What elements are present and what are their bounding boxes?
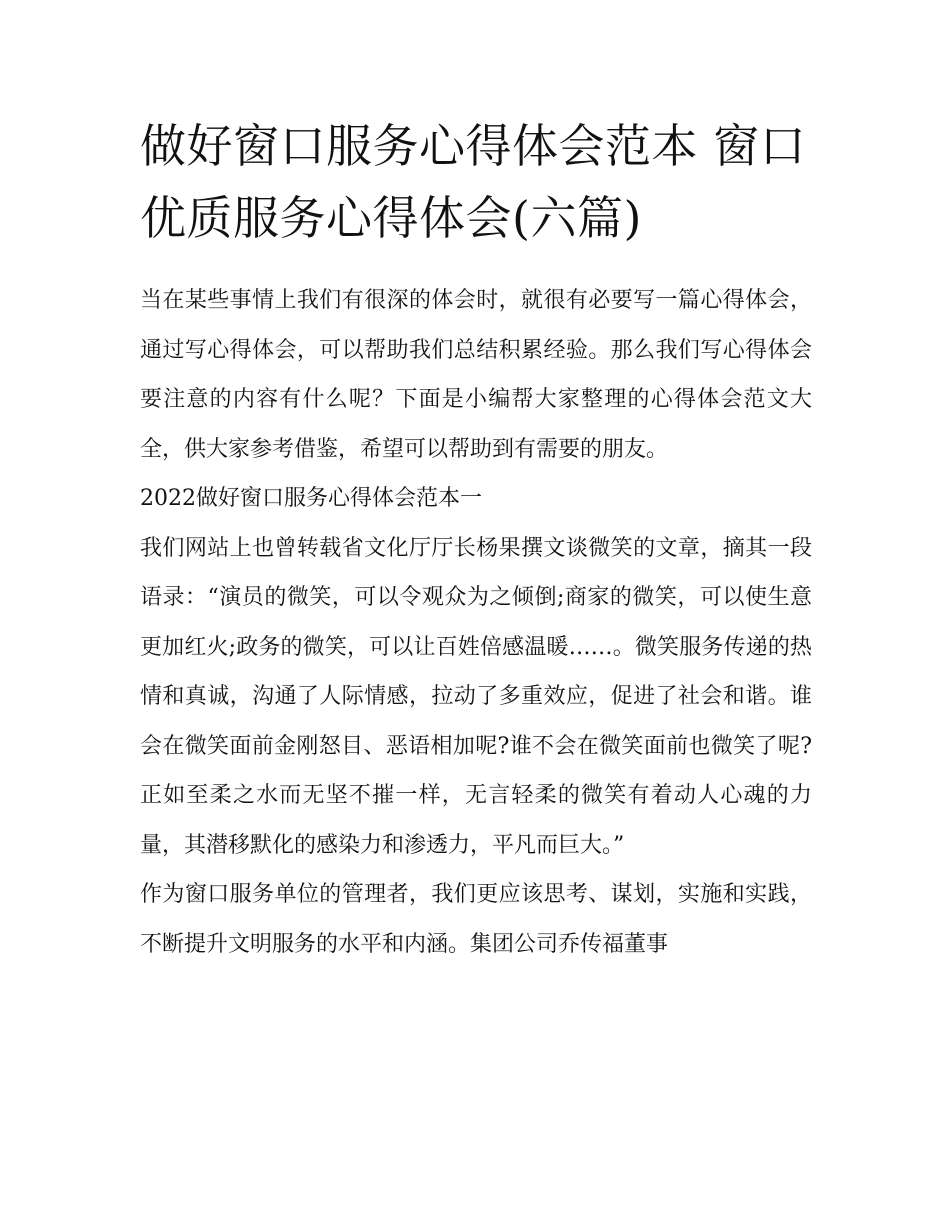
- body-paragraph-2: 作为窗口服务单位的管理者，我们更应该思考、谋划，实施和实践，不断提升文明服务的水平和内涵。集团公司乔传福董事: [140, 882, 812, 957]
- body-paragraph-1: 我们网站上也曾转载省文化厅厅长杨果撰文谈微笑的文章，摘其一段语录：“演员的微笑，可以令观众为之倾倒;商家的微笑，可以使生意更加红火;政务的微笑，可以让百姓倍感温暖……。微笑服务传递的热情和真诚，沟通了人际情感，拉动了多重效应，促进了社会和谐。谁会在微笑面前金刚怒目、恶语相加呢?谁不会在微笑面前也微笑了呢?正如至柔之水而无坚不摧一样，无言轻柔的微笑有着动人心魂的力量，其潜移默化的感染力和渗透力，平凡而巨大。”: [140, 535, 812, 858]
- intro-paragraph: 当在某些事情上我们有很深的体会时，就很有必要写一篇心得体会，通过写心得体会，可以帮助我们总结积累经验。那么我们写心得体会要注意的内容有什么呢？下面是小编帮大家整理的心得体会范文大全，供大家参考借鉴，希望可以帮助到有需要的朋友。: [140, 288, 812, 462]
- document-title: 做好窗口服务心得体会范本 窗口优质服务心得体会(六篇): [140, 119, 807, 245]
- section-heading: 2022做好窗口服务心得体会范本一: [140, 486, 482, 511]
- document-page: [140, 110, 812, 969]
